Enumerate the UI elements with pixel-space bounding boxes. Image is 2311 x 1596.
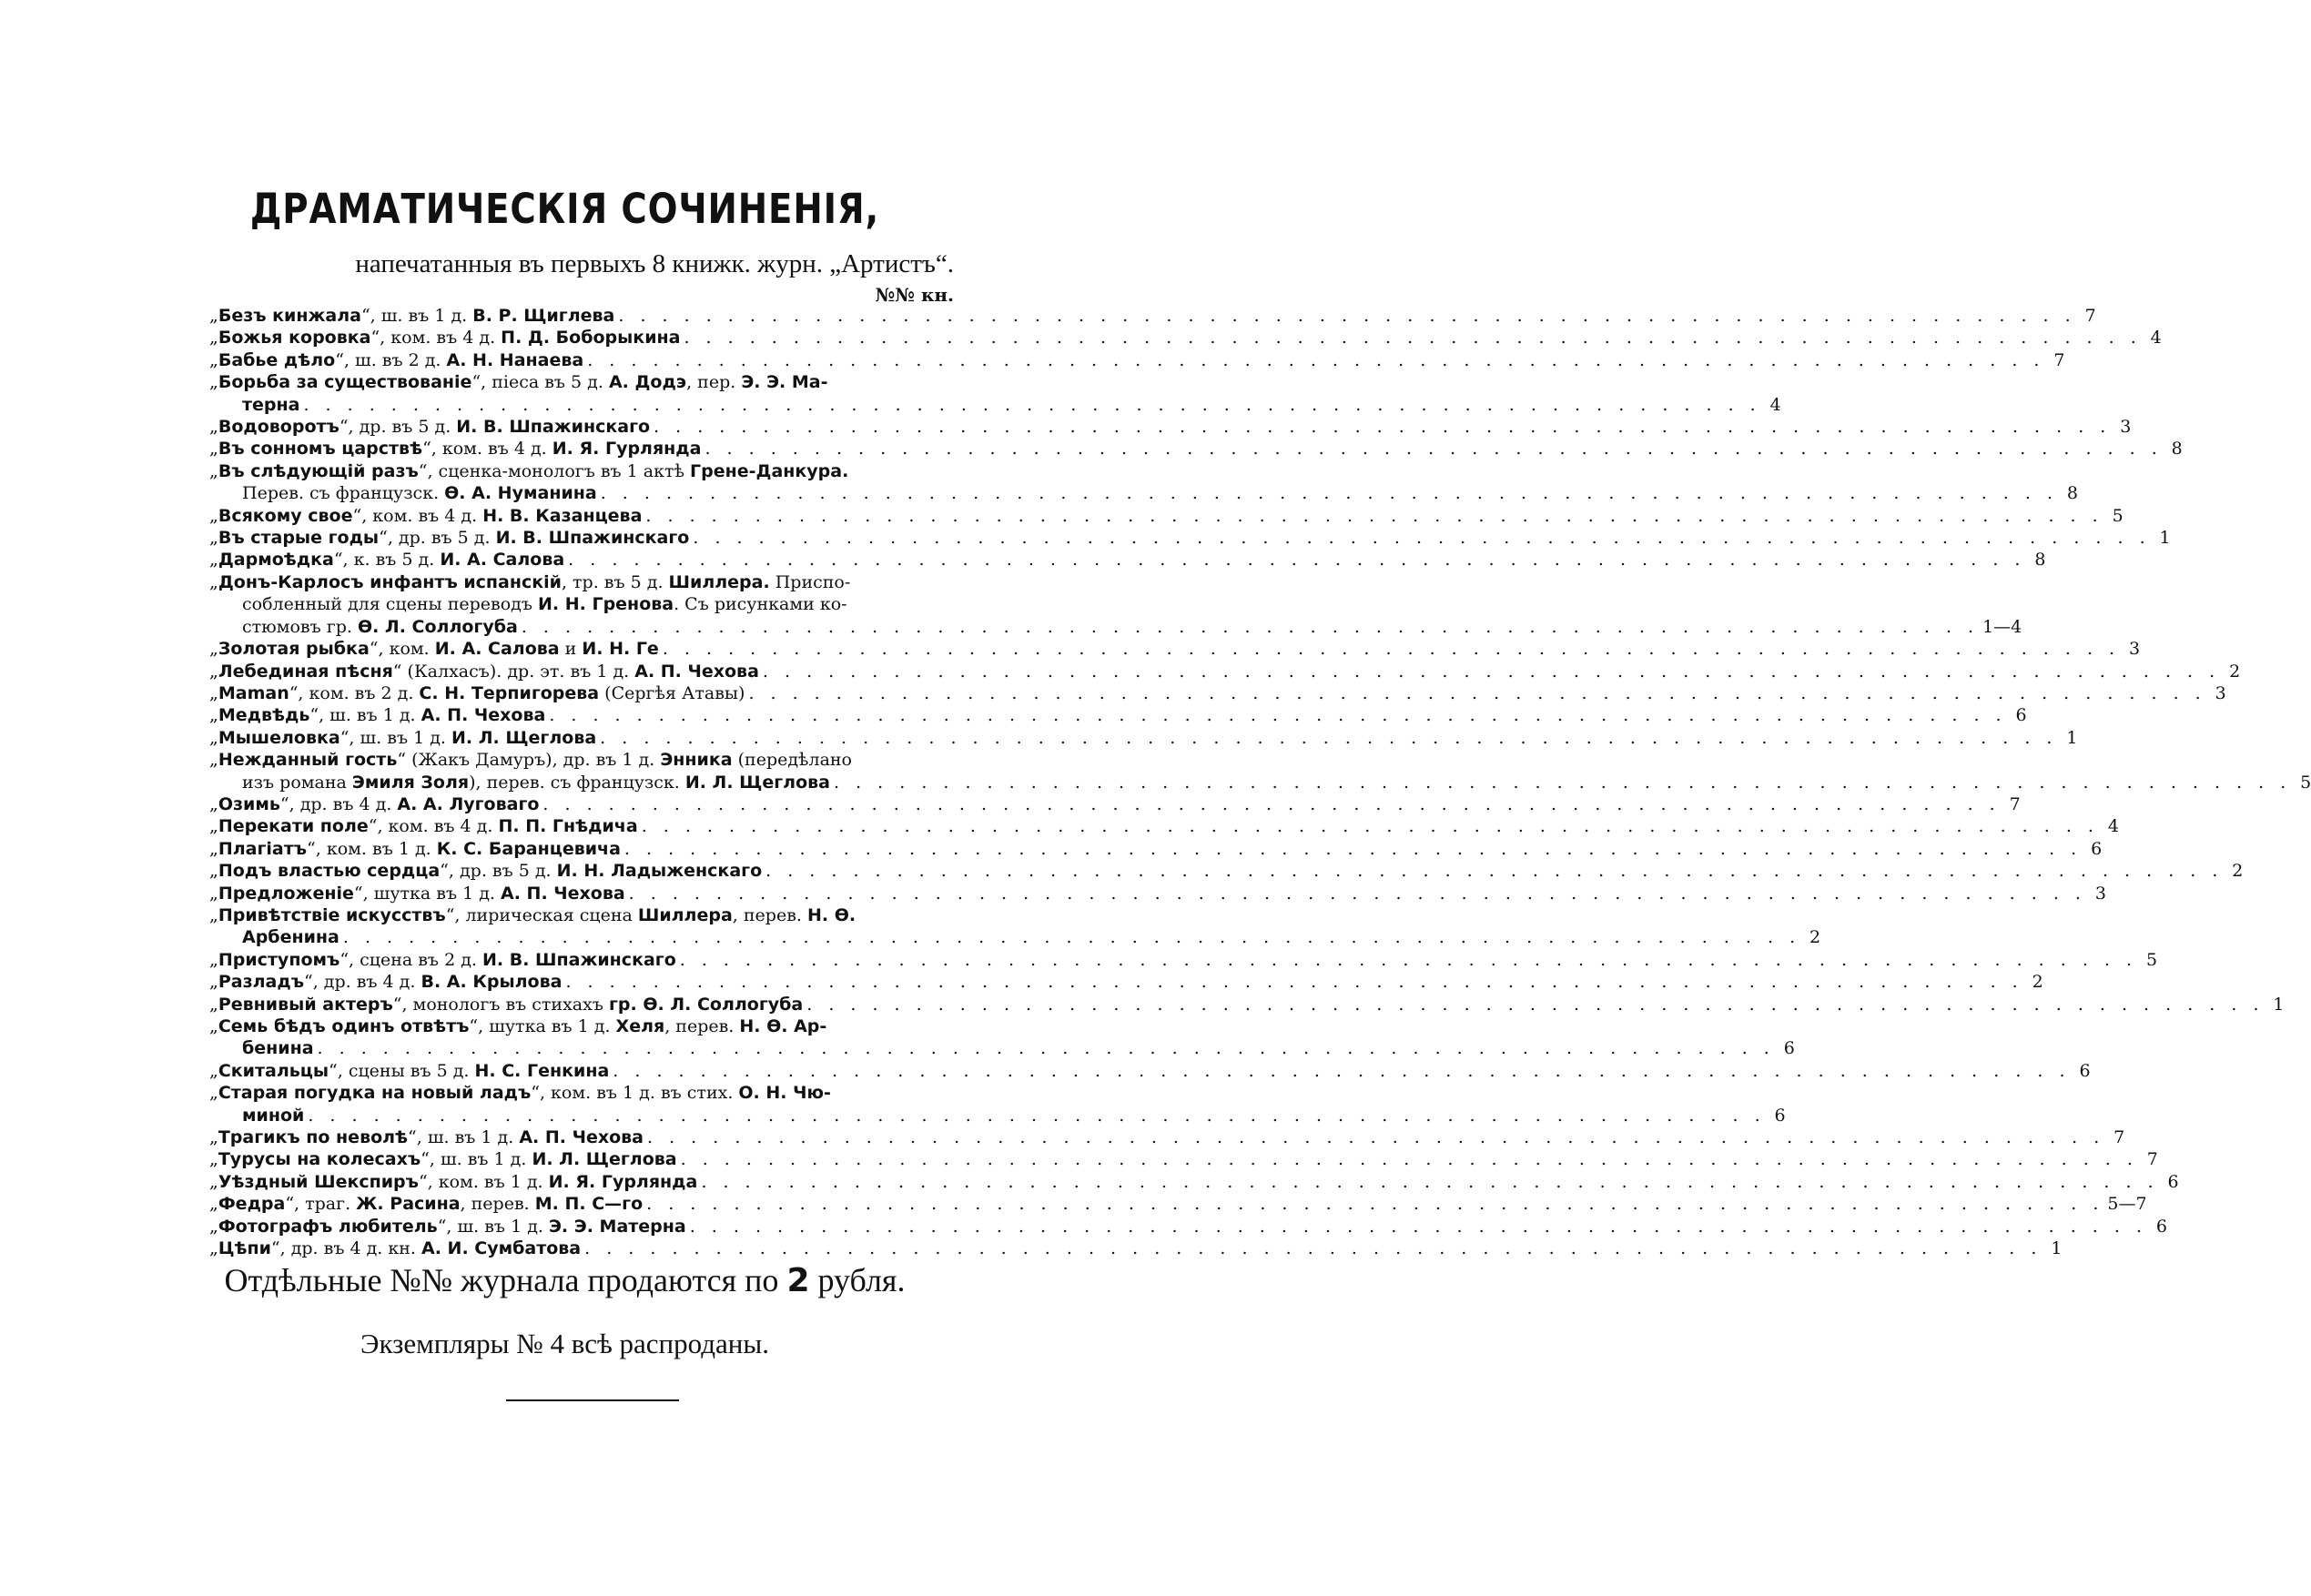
entry-text: „Предложеніе“, шутка въ 1 д. А. П. Чехова [209,883,625,904]
entry-text: „Трагикъ по неволѣ“, ш. въ 1 д. А. П. Чехова [209,1127,644,1148]
list-item [209,860,2244,882]
entry-text: „Подъ властью сердца“, др. въ 5 д. И. Н. Ладыженскаго [209,861,763,882]
list-item [209,949,2158,971]
leader-dots [762,860,2223,882]
entry-text: „Безъ кинжала“, ш. въ 1 д. В. Р. Щиглева [209,306,615,326]
entry-line [209,860,2244,882]
issue-number: 3 [2120,417,2132,438]
list-item [209,1082,1786,1126]
soldout-note: Экземпляры № 4 всѣ распроданы. [360,1328,769,1359]
entry-line [209,460,954,482]
entry-text: „Озимь“, др. въ 4 д. А. А. Луговаго [209,793,540,814]
price-number: 2 [786,1262,810,1299]
issue-number: 7 [2084,306,2096,326]
issue-number: 5 [2300,772,2311,793]
entry-text: „Приступомъ“, сцена въ 2 д. И. В. Шпажинскаго [209,949,676,970]
issue-number: 6 [2015,705,2027,726]
list-item [209,416,2132,438]
entry-line [209,904,954,926]
leader-dots [621,838,2082,860]
issue-number: 1 [2066,727,2078,748]
entry-line [209,616,2022,638]
leader-dots [614,305,2075,327]
entry-line [209,772,2311,793]
issue-number: 6 [2079,1060,2091,1081]
issue-number: 5 [2145,949,2158,970]
leader-dots [677,1148,2138,1170]
issue-number: 3 [2129,639,2141,660]
entry-text: „Фотографъ любитель“, ш. въ 1 д. Э. Э. Матерна [209,1216,686,1237]
entry-text: „Семь бѣдъ одинъ отвѣтъ“, шутка въ 1 д. Хеля, перев. Н. Ѳ. Ар- [209,1016,827,1036]
leader-dots [803,994,2264,1015]
entry-text: „Разладъ“, др. въ 4 д. В. А. Крылова [209,972,563,993]
entry-text: „Дармоѣдка“, к. въ 5 д. И. А. Салова [209,550,565,571]
leader-dots [625,883,2086,904]
entry-text: „Въ старые годы“, др. въ 5 д. И. В. Шпажинскаго [209,528,690,549]
issue-number: 5—7 [2107,1194,2147,1215]
entry-line [209,1216,2167,1237]
issue-number: 5 [2112,505,2123,526]
leader-dots [689,527,2150,549]
entry-text: „Цѣпи“, др. въ 4 д. кн. А. И. Сумбатова [209,1238,582,1259]
entry-line [209,1171,2179,1193]
entry-text: изъ романа Эмиля Золя), перев. съ французск. И. Л. Щеглова [242,772,830,793]
entry-line [209,661,2241,682]
list-item [209,505,2123,527]
entry-text: „Въ слѣдующій разъ“, сценка-монологъ въ 1 актѣ Грене-Данкура. [209,460,849,481]
entry-line [209,1126,2125,1148]
entry-line [209,949,2158,971]
entry-line [209,305,2096,327]
leader-dots [676,949,2137,971]
entry-text: „Лебединая пѣсня“ (Калхасъ). др. эт. въ 1 д. А. П. Чехова [209,661,759,682]
works-list [209,305,2311,1259]
issue-number: 2 [2232,861,2244,882]
issue-number: 1 [2273,994,2285,1015]
leader-dots [314,1037,1775,1059]
issue-number: 6 [2155,1216,2167,1237]
list-item [209,749,2311,793]
leader-dots [680,327,2141,348]
entry-line [209,749,954,771]
entry-text: „Всякому свое“, ком. въ 4 д. Н. В. Казанцева [209,505,643,526]
entry-line [209,394,1781,416]
entry-line [209,1015,954,1037]
entry-text: „Федра“, траг. Ж. Расина, перев. М. П. С—го [209,1194,644,1215]
leader-dots [583,349,2044,371]
issue-number: 7 [2009,793,2021,814]
issue-number: 6 [2167,1171,2179,1192]
leader-dots [759,661,2220,682]
entry-line [209,1148,2158,1170]
page-subtitle: напечатанныя въ первыхъ 8 книжк. журн. „Артистъ“. [355,249,954,278]
list-item [209,704,2027,726]
list-item [209,571,2022,638]
entry-line [209,682,2226,704]
entry-line [209,349,2065,371]
list-item [209,1060,2091,1082]
leader-dots [686,1216,2147,1237]
entry-text: „Старая погудка на новый ладъ“, ком. въ 1 д. въ стих. О. Н. Чю- [209,1083,831,1104]
issue-number: 4 [2150,328,2162,348]
entry-text: „Въ сонномъ царствѣ“, ком. въ 4 д. И. Я. Гурлянда [209,439,702,460]
list-item [209,1126,2125,1148]
leader-dots [340,926,1800,948]
issue-number: 2 [2229,661,2241,682]
list-item [209,682,2226,704]
entry-text: „Скитальцы“, сцены въ 5 д. Н. С. Генкина [209,1060,610,1081]
leader-dots [581,1237,2042,1259]
price-note [0,1260,1130,1301]
list-item [209,305,2096,327]
leader-dots [830,772,2291,793]
entry-text: „Плагіатъ“, ком. въ 1 д. К. С. Баранцевича [209,838,621,859]
entry-text: „Уѣздный Шекспиръ“, ком. въ 1 д. И. Я. Гурлянда [209,1171,698,1192]
list-item [209,638,2141,660]
leader-dots [539,793,2000,815]
list-item [209,438,2183,460]
entry-text: „Нежданный гость“ (Жакъ Дамуръ), др. въ 1 д. Энника (передѣлано [209,750,853,771]
entry-line [209,727,2078,749]
entry-line [209,883,2106,904]
entry-line [209,505,2123,527]
entry-text: собленный для сцены переводъ И. Н. Гренова. Съ рисунками ко- [242,594,847,615]
entry-line [209,994,2285,1015]
price-note-text: Отдѣльные №№ журнала продаются по [224,1262,779,1298]
issue-number: 1 [2051,1238,2063,1259]
entry-line [209,416,2132,438]
list-item [209,994,2285,1015]
entry-text: „Турусы на колесахъ“, ш. въ 1 д. И. Л. Щеглова [209,1149,677,1170]
leader-dots [518,616,1979,638]
leader-dots [697,1171,2158,1193]
leader-dots [643,1193,2103,1215]
issue-number: 7 [2146,1149,2158,1170]
page-title: ДРАМАТИЧЕСКІЯ СОЧИНЕНІЯ, [249,185,880,233]
leader-dots [564,549,2025,571]
entry-line [209,438,2183,460]
entry-text: „Борьба за существованіе“, піеса въ 5 д. А. Додэ, пер. Э. Э. Ма- [209,372,828,393]
leader-dots [562,971,2022,993]
list-item [209,460,2078,505]
list-item [209,1193,2147,1215]
entry-text: „Привѣтствіе искусствъ“, лирическая сцена Шиллера, перев. Н. Ѳ. [209,904,856,925]
issue-number: 6 [2091,838,2103,859]
entry-line [209,327,2162,348]
column-header: №№ кн. [875,284,954,306]
entry-text: „Золотая рыбка“, ком. И. А. Салова и И. Н. Ге [209,639,659,660]
list-item [209,527,2171,549]
entry-text: „Maman“, ком. въ 2 д. С. Н. Терпигорева (Сергѣя Атавы) [209,682,745,703]
list-item [209,661,2241,682]
entry-line [209,793,2021,815]
leader-dots [650,416,2111,438]
entry-text: „Божья коровка“, ком. въ 4 д. П. Д. Боборыкина [209,328,681,348]
entry-text: бенина [242,1038,314,1059]
entry-text: „Мышеловка“, ш. въ 1 д. И. Л. Щеглова [209,727,597,748]
leader-dots [642,505,2103,527]
entry-line [209,971,2043,993]
issue-number: 8 [2066,483,2078,504]
issue-number: 8 [2171,439,2183,460]
list-item [209,727,2078,749]
list-item [209,1216,2167,1237]
entry-text: „Перекати поле“, ком. въ 4 д. П. П. Гнѣдича [209,816,638,837]
entry-line [209,838,2103,860]
issue-number: 4 [2107,816,2119,837]
list-item [209,883,2106,904]
entry-line [209,571,954,593]
list-item [209,838,2103,860]
leader-dots [745,682,2205,704]
leader-dots [659,638,2120,660]
entry-text: терна [242,394,300,415]
entry-line [209,1037,1795,1059]
entry-text: миной [242,1105,305,1126]
entry-line [209,371,954,393]
entry-line [209,482,2078,504]
issue-number: 3 [2094,883,2106,904]
leader-dots [299,394,1760,416]
list-item [209,1237,2063,1259]
entry-line [209,1193,2147,1215]
list-item [209,349,2065,371]
list-item [209,793,2021,815]
list-item [209,1148,2158,1170]
entry-line [209,1237,2063,1259]
list-item [209,904,1821,949]
entry-line [209,1105,1786,1126]
entry-line [209,549,2046,571]
issue-number: 1 [2159,528,2171,549]
entry-text: Арбенина [242,927,340,948]
issue-number: 2 [1809,927,1821,948]
leader-dots [597,482,2058,504]
entry-line [209,527,2171,549]
issue-number: 3 [2215,682,2226,703]
footer-rule [506,1399,679,1401]
entry-line [209,926,1821,948]
issue-number: 8 [2034,550,2046,571]
entry-text: „Ревнивый актеръ“, монологъ въ стихахъ гр. Ѳ. Л. Соллогуба [209,994,804,1015]
entry-text: „Водоворотъ“, др. въ 5 д. И. В. Шпажинскаго [209,417,651,438]
list-item [209,1171,2179,1193]
leader-dots [638,815,2099,837]
entry-line [209,704,2027,726]
issue-number: 2 [2032,972,2043,993]
entry-text: „Медвѣдь“, ш. въ 1 д. А. П. Чехова [209,705,546,726]
issue-number: 6 [1774,1105,1786,1126]
issue-number: 7 [2053,349,2065,370]
leader-dots [644,1126,2104,1148]
entry-text: „Донъ-Карлосъ инфантъ испанскій, тр. въ 5 д. Шиллера. Приспо- [209,571,851,592]
list-item [209,815,2119,837]
entry-line [209,815,2119,837]
leader-dots [609,1060,2070,1082]
list-item [209,549,2046,571]
entry-line [209,1082,954,1104]
entry-text: „Бабье дѣло“, ш. въ 2 д. А. Н. Нанаева [209,349,584,370]
entry-line [209,593,954,615]
list-item [209,971,2043,993]
list-item [209,327,2162,348]
leader-dots [304,1105,1765,1126]
price-unit: рубля. [817,1262,906,1298]
leader-dots [545,704,2006,726]
issue-number: 7 [2113,1127,2125,1148]
issue-number: 1—4 [1982,616,2022,637]
list-item [209,1015,1795,1060]
entry-line [209,638,2141,660]
issue-number: 4 [1769,394,1781,415]
entry-text: стюмовъ гр. Ѳ. Л. Соллогуба [242,616,518,637]
list-item [209,371,1781,416]
entry-text: Перев. съ французск. Ѳ. А. Нуманина [242,483,597,504]
issue-number: 6 [1783,1038,1795,1059]
leader-dots [596,727,2057,749]
entry-line [209,1060,2091,1082]
leader-dots [701,438,2162,460]
